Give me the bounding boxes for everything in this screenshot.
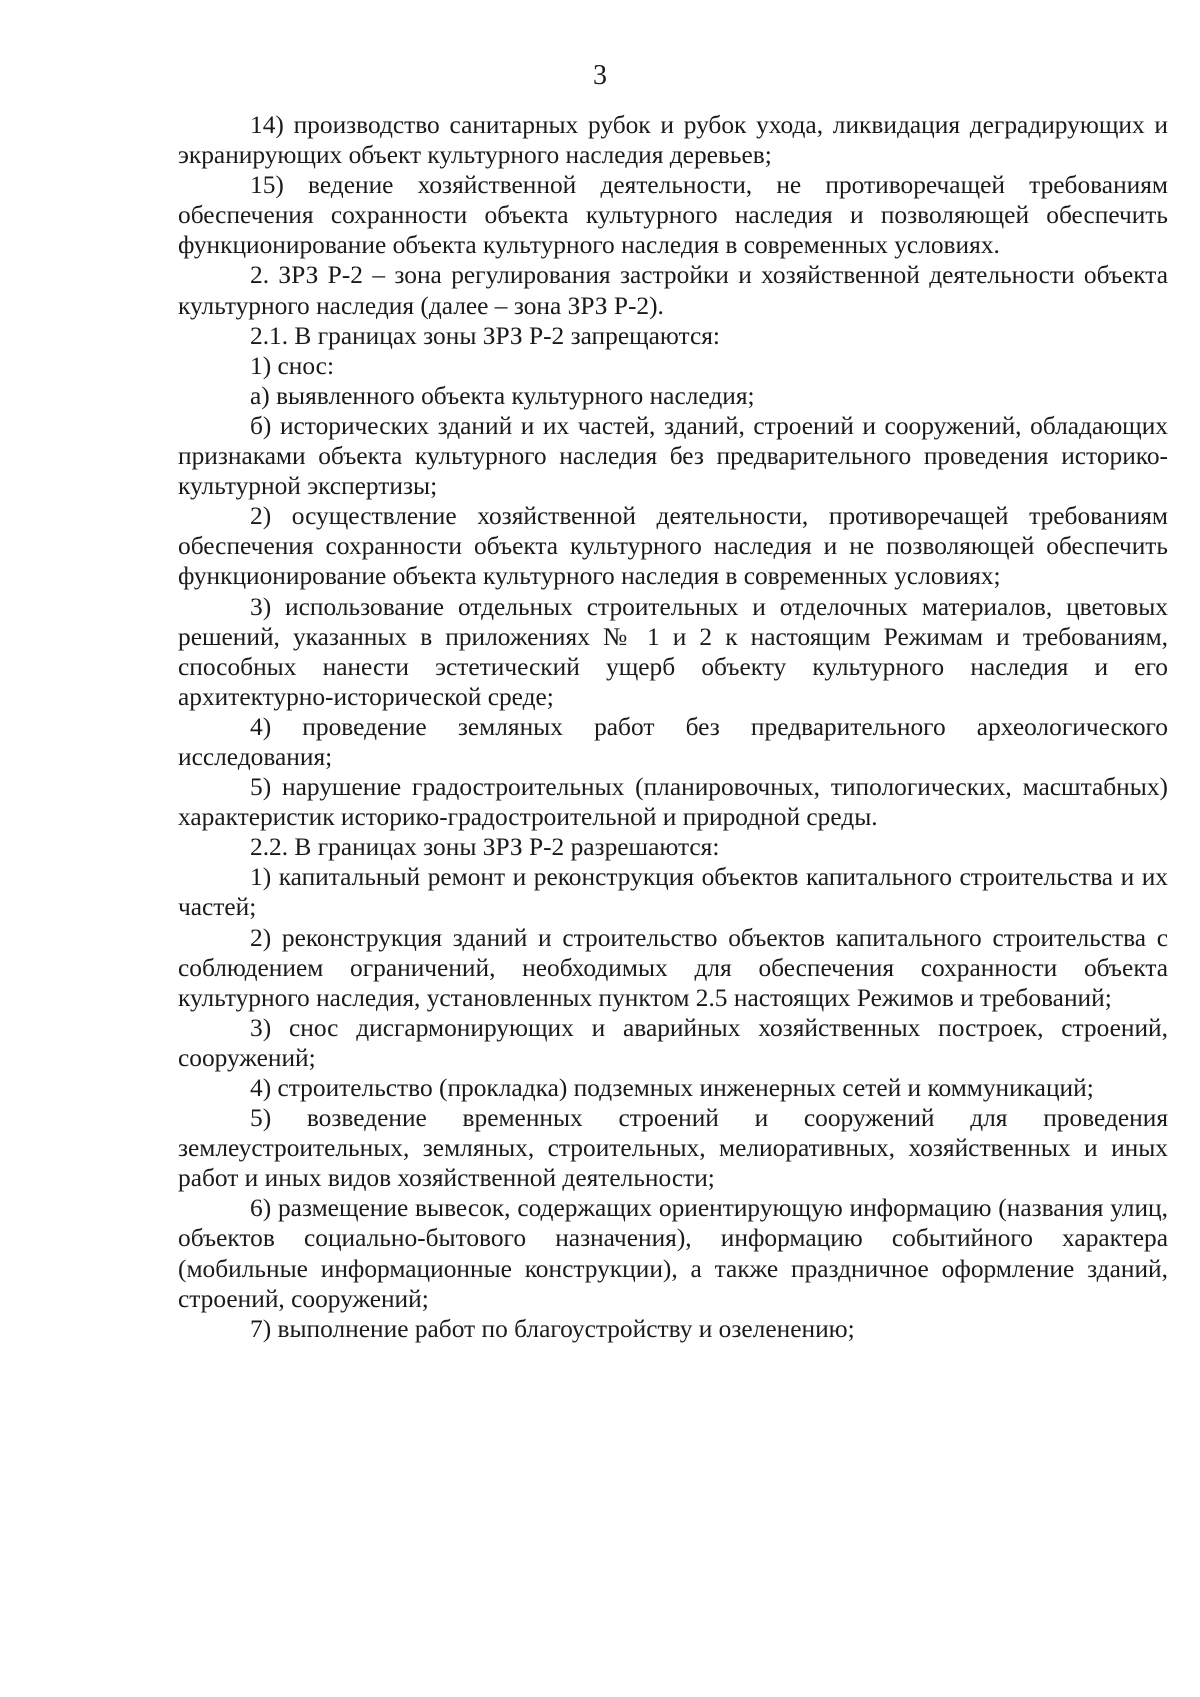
section-heading-2-1-prohibited: 2.1. В границах зоны ЗРЗ Р-2 запрещаются: — [250, 321, 720, 350]
paragraph-subitem-b: б) исторических зданий и их частей, зданий, строений и сооружений, обладающих признаками объекта культурного наследия без предварительного проведения историко-культурной экспертизы; — [178, 411, 1168, 501]
paragraph-item-1-demolition: 1) снос: — [250, 351, 335, 380]
paragraph-item-14-sanitary-felling: 14) производство санитарных рубок и рубок ухода, ликвидация деградирующих и экранирующих объект культурного наследия деревьев; — [178, 111, 1168, 170]
paragraph-item-2-reconstruction: 2) реконструкция зданий и строительство объектов капитального строительства с соблюдением ограничений, необходимых для обеспечения сохранности объекта культурного наследия, установленных пунктом 2.5 настоящих Режимов и требований; — [178, 923, 1168, 1012]
paragraph-zone-zrz-r2-definition: 2. ЗРЗ Р-2 – зона регулирования застройки и хозяйственной деятельности объекта культурного наследия (далее – зона ЗРЗ Р-2). — [178, 261, 1168, 320]
paragraph-item-4-earthworks: 4) проведение земляных работ без предварительного археологического исследования; — [178, 712, 1168, 771]
paragraph-item-3-demolition-disharmonious: 3) снос дисгармонирующих и аварийных хозяйственных построек, строений, сооружений; — [178, 1013, 1168, 1072]
paragraph-item-2-economic-activity: 2) осуществление хозяйственной деятельности, противоречащей требованиям обеспечения сохранности объекта культурного наследия и не позволяющей обеспечить функционирование объекта культурного наследия в современных условиях; — [178, 502, 1168, 591]
paragraph-item-6-signage: 6) размещение вывесок, содержащих ориентирующую информацию (названия улиц, объектов социально-бытового назначения), информацию событийного характера (мобильные информационные конструкции), а также праздничное оформление зданий, строений, сооружений; — [178, 1194, 1168, 1313]
paragraph-item-5-temporary-structures: 5) возведение временных строений и сооружений для проведения землеустроительных, земляных, строительных, мелиоративных, хозяйственных и иных работ и иных видов хозяйственной деятельности; — [178, 1104, 1168, 1193]
paragraph-item-7-landscaping: 7) выполнение работ по благоустройству и озеленению; — [250, 1314, 855, 1343]
paragraph-item-5-urban-characteristics: 5) нарушение градостроительных (планировочных, типологических, масштабных) характеристик историко-градостроительной и природной среды. — [178, 773, 1168, 832]
paragraph-subitem-a: а) выявленного объекта культурного наследия; — [250, 381, 755, 410]
section-heading-2-2-permitted: 2.2. В границах зоны ЗРЗ Р-2 разрешаются: — [250, 833, 720, 862]
document-body — [178, 110, 1168, 1344]
paragraph-item-3-materials: 3) использование отдельных строительных и отделочных материалов, цветовых решений, указанных в приложениях № 1 и 2 к настоящим Режимам и требованиям, способных нанести эстетический ущерб объекту культурного наследия и его архитектурно-исторической среде; — [178, 592, 1168, 711]
paragraph-item-1-repair: 1) капитальный ремонт и реконструкция объектов капитального строительства и их частей; — [178, 863, 1168, 922]
page-number: 3 — [593, 60, 607, 91]
paragraph-item-4-underground-networks: 4) строительство (прокладка) подземных инженерных сетей и коммуникаций; — [250, 1074, 1094, 1102]
paragraph-item-15-economic-activity: 15) ведение хозяйственной деятельности, не противоречащей требованиям обеспечения сохранности объекта культурного наследия и позволяющей обеспечить функционирование объекта культурного наследия в современных условиях. — [178, 171, 1168, 260]
